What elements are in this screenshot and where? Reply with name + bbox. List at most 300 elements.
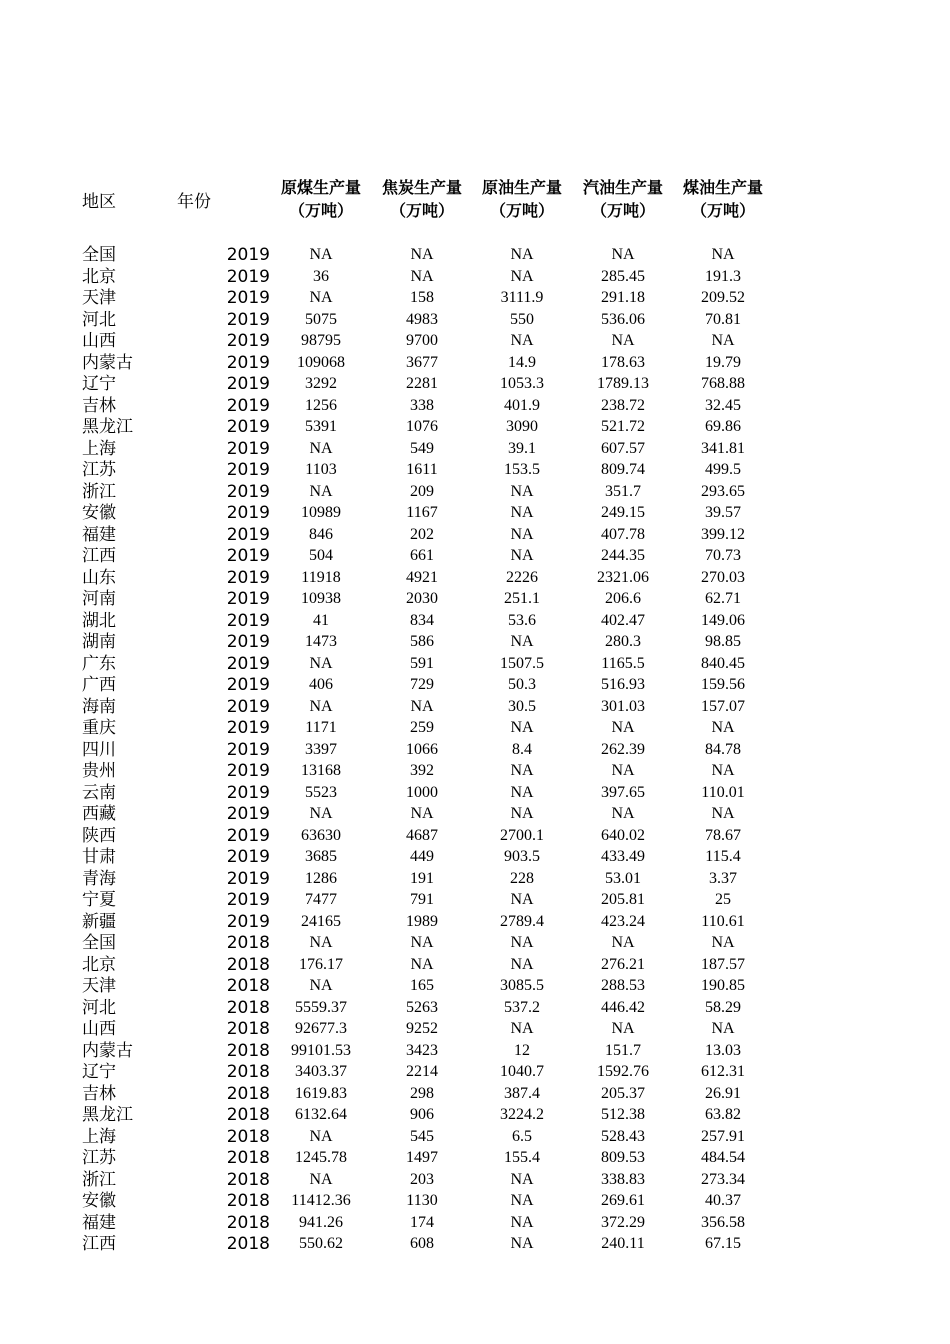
- cell-coke[interactable]: 1497: [406, 1149, 438, 1166]
- cell-coke[interactable]: 1989: [406, 912, 438, 930]
- cell-raw-coal[interactable]: 941.26: [299, 1213, 343, 1231]
- cell-region[interactable]: 上海: [82, 1126, 116, 1147]
- cell-coke[interactable]: 4921: [406, 568, 438, 586]
- cell-year[interactable]: 2019: [226, 524, 270, 545]
- cell-raw-coal[interactable]: 1256: [305, 396, 337, 414]
- cell-crude-oil[interactable]: 2700.1: [500, 826, 544, 844]
- cell-region[interactable]: 江西: [82, 1234, 116, 1254]
- cell-gasoline[interactable]: 1592.76: [597, 1063, 649, 1080]
- cell-kerosene[interactable]: 84.78: [705, 740, 741, 758]
- cell-crude-oil[interactable]: 3111.9: [500, 289, 544, 306]
- cell-raw-coal[interactable]: 36: [313, 267, 329, 285]
- cell-raw-coal[interactable]: 109068: [297, 353, 345, 371]
- cell-kerosene[interactable]: 78.67: [705, 826, 741, 844]
- cell-kerosene[interactable]: 484.54: [701, 1149, 745, 1166]
- cell-kerosene[interactable]: 157.07: [701, 697, 745, 715]
- cell-raw-coal[interactable]: 5075: [305, 310, 337, 328]
- cell-gasoline[interactable]: 516.93: [601, 676, 645, 693]
- cell-raw-coal[interactable]: NA: [309, 1127, 333, 1145]
- cell-gasoline[interactable]: 301.03: [601, 697, 645, 715]
- cell-coke[interactable]: 1076: [406, 418, 438, 435]
- cell-crude-oil[interactable]: NA: [510, 246, 534, 263]
- cell-year[interactable]: 2018: [226, 1169, 270, 1190]
- cell-gasoline[interactable]: 433.49: [601, 848, 645, 865]
- cell-raw-coal[interactable]: 5559.37: [295, 998, 347, 1016]
- cell-gasoline[interactable]: 244.35: [601, 547, 645, 564]
- cell-raw-coal[interactable]: NA: [309, 805, 333, 822]
- cell-gasoline[interactable]: 512.38: [601, 1106, 645, 1123]
- cell-year[interactable]: 2018: [226, 1212, 270, 1233]
- cell-year[interactable]: 2019: [226, 288, 270, 308]
- cell-region[interactable]: 广西: [82, 675, 116, 695]
- cell-coke[interactable]: 174: [410, 1213, 434, 1231]
- cell-crude-oil[interactable]: NA: [510, 934, 534, 951]
- cell-gasoline[interactable]: NA: [611, 719, 635, 736]
- cell-coke[interactable]: 661: [410, 547, 434, 564]
- cell-year[interactable]: 2018: [226, 1040, 270, 1061]
- cell-year[interactable]: 2018: [226, 933, 270, 953]
- cell-kerosene[interactable]: 187.57: [701, 955, 745, 973]
- cell-year[interactable]: 2019: [226, 782, 270, 803]
- cell-kerosene[interactable]: 840.45: [701, 654, 745, 672]
- cell-year[interactable]: 2019: [226, 739, 270, 760]
- cell-raw-coal[interactable]: 846: [309, 525, 333, 543]
- cell-kerosene[interactable]: 3.37: [709, 869, 737, 887]
- cell-coke[interactable]: 298: [410, 1084, 434, 1102]
- cell-raw-coal[interactable]: 13168: [301, 762, 341, 779]
- cell-crude-oil[interactable]: NA: [510, 719, 534, 736]
- cell-coke[interactable]: 4983: [406, 310, 438, 328]
- cell-coke[interactable]: 1130: [406, 1192, 438, 1209]
- cell-crude-oil[interactable]: NA: [510, 783, 534, 801]
- cell-raw-coal[interactable]: NA: [309, 977, 333, 994]
- cell-region[interactable]: 江苏: [82, 460, 116, 480]
- cell-kerosene[interactable]: 63.82: [705, 1106, 741, 1123]
- cell-crude-oil[interactable]: NA: [510, 1213, 534, 1231]
- cell-gasoline[interactable]: NA: [611, 332, 635, 349]
- cell-crude-oil[interactable]: NA: [510, 1020, 534, 1037]
- cell-region[interactable]: 四川: [82, 739, 116, 760]
- cell-year[interactable]: 2019: [226, 847, 270, 867]
- cell-kerosene[interactable]: 69.86: [705, 418, 741, 435]
- cell-raw-coal[interactable]: 10989: [301, 504, 341, 521]
- cell-crude-oil[interactable]: 251.1: [504, 590, 540, 607]
- cell-crude-oil[interactable]: 550: [510, 310, 534, 328]
- cell-gasoline[interactable]: 285.45: [601, 267, 645, 285]
- cell-gasoline[interactable]: 291.18: [601, 289, 645, 306]
- cell-region[interactable]: 全国: [82, 245, 116, 265]
- cell-raw-coal[interactable]: 99101.53: [291, 1041, 351, 1059]
- cell-kerosene[interactable]: 149.06: [701, 611, 745, 629]
- cell-gasoline[interactable]: 205.81: [601, 891, 645, 908]
- cell-kerosene[interactable]: 58.29: [705, 998, 741, 1016]
- cell-raw-coal[interactable]: 11918: [301, 568, 341, 586]
- cell-raw-coal[interactable]: 1286: [305, 869, 337, 887]
- cell-coke[interactable]: 2281: [406, 375, 438, 392]
- cell-crude-oil[interactable]: 387.4: [504, 1084, 540, 1102]
- cell-year[interactable]: 2019: [226, 481, 270, 502]
- cell-kerosene[interactable]: 25: [715, 891, 731, 908]
- cell-region[interactable]: 湖南: [82, 632, 116, 652]
- cell-coke[interactable]: 158: [410, 289, 434, 306]
- cell-crude-oil[interactable]: 1040.7: [500, 1063, 544, 1080]
- cell-coke[interactable]: 9252: [406, 1020, 438, 1037]
- cell-crude-oil[interactable]: 1507.5: [500, 654, 544, 672]
- cell-region[interactable]: 重庆: [82, 718, 116, 738]
- cell-region[interactable]: 新疆: [82, 911, 116, 932]
- cell-coke[interactable]: 5263: [406, 998, 438, 1016]
- cell-coke[interactable]: 191: [410, 869, 434, 887]
- cell-gasoline[interactable]: 402.47: [601, 611, 645, 629]
- cell-raw-coal[interactable]: 504: [309, 547, 333, 564]
- cell-gasoline[interactable]: 276.21: [601, 955, 645, 973]
- cell-year[interactable]: 2019: [226, 610, 270, 631]
- cell-year[interactable]: 2019: [226, 890, 270, 910]
- cell-gasoline[interactable]: 1165.5: [601, 654, 645, 672]
- cell-raw-coal[interactable]: 3292: [305, 375, 337, 392]
- cell-kerosene[interactable]: NA: [711, 934, 735, 951]
- cell-raw-coal[interactable]: 406: [309, 676, 333, 693]
- cell-raw-coal[interactable]: 11412.36: [291, 1192, 351, 1209]
- cell-year[interactable]: 2019: [226, 567, 270, 588]
- cell-year[interactable]: 2018: [226, 1148, 270, 1168]
- cell-kerosene[interactable]: 110.61: [701, 912, 745, 930]
- cell-region[interactable]: 天津: [82, 288, 116, 308]
- cell-coke[interactable]: 1167: [406, 504, 438, 521]
- cell-raw-coal[interactable]: 1619.83: [295, 1084, 347, 1102]
- cell-crude-oil[interactable]: 50.3: [508, 676, 536, 693]
- cell-coke[interactable]: 1066: [406, 740, 438, 758]
- cell-kerosene[interactable]: 341.81: [701, 439, 745, 457]
- cell-kerosene[interactable]: 399.12: [701, 525, 745, 543]
- cell-region[interactable]: 河南: [82, 589, 116, 609]
- cell-gasoline[interactable]: 280.3: [605, 633, 641, 650]
- cell-raw-coal[interactable]: 1245.78: [295, 1149, 347, 1166]
- cell-gasoline[interactable]: 607.57: [601, 439, 645, 457]
- cell-raw-coal[interactable]: 10938: [301, 590, 341, 607]
- cell-coke[interactable]: NA: [410, 805, 434, 822]
- cell-gasoline[interactable]: NA: [611, 1020, 635, 1037]
- cell-kerosene[interactable]: 110.01: [701, 783, 745, 801]
- cell-gasoline[interactable]: NA: [611, 934, 635, 951]
- cell-coke[interactable]: NA: [410, 697, 434, 715]
- cell-year[interactable]: 2019: [226, 718, 270, 738]
- cell-gasoline[interactable]: 407.78: [601, 525, 645, 543]
- cell-kerosene[interactable]: 191.3: [705, 267, 741, 285]
- cell-raw-coal[interactable]: 1171: [305, 719, 337, 736]
- cell-gasoline[interactable]: 536.06: [601, 310, 645, 328]
- cell-kerosene[interactable]: 273.34: [701, 1170, 745, 1188]
- cell-year[interactable]: 2019: [226, 804, 270, 824]
- cell-kerosene[interactable]: 32.45: [705, 396, 741, 414]
- cell-crude-oil[interactable]: 2789.4: [500, 912, 544, 930]
- cell-crude-oil[interactable]: 537.2: [504, 998, 540, 1016]
- cell-region[interactable]: 安徽: [82, 503, 116, 523]
- cell-year[interactable]: 2019: [226, 696, 270, 717]
- cell-kerosene[interactable]: 270.03: [701, 568, 745, 586]
- cell-gasoline[interactable]: 1789.13: [597, 375, 649, 392]
- cell-gasoline[interactable]: 238.72: [601, 396, 645, 414]
- cell-crude-oil[interactable]: NA: [510, 332, 534, 349]
- cell-region[interactable]: 贵州: [82, 761, 116, 781]
- cell-region[interactable]: 云南: [82, 782, 116, 803]
- cell-region[interactable]: 全国: [82, 933, 116, 953]
- cell-raw-coal[interactable]: 5391: [305, 418, 337, 435]
- cell-region[interactable]: 浙江: [82, 1169, 116, 1190]
- cell-kerosene[interactable]: NA: [711, 762, 735, 779]
- cell-coke[interactable]: 9700: [406, 332, 438, 349]
- cell-coke[interactable]: NA: [410, 955, 434, 973]
- cell-year[interactable]: 2018: [226, 997, 270, 1018]
- cell-coke[interactable]: 259: [410, 719, 434, 736]
- cell-region[interactable]: 福建: [82, 1212, 116, 1233]
- cell-year[interactable]: 2019: [226, 632, 270, 652]
- cell-region[interactable]: 浙江: [82, 481, 116, 502]
- cell-crude-oil[interactable]: 3090: [506, 418, 538, 435]
- cell-gasoline[interactable]: 809.74: [601, 461, 645, 478]
- cell-crude-oil[interactable]: 401.9: [504, 396, 540, 414]
- cell-year[interactable]: 2019: [226, 438, 270, 459]
- cell-raw-coal[interactable]: 3403.37: [295, 1063, 347, 1080]
- cell-gasoline[interactable]: 528.43: [601, 1127, 645, 1145]
- cell-coke[interactable]: 3677: [406, 353, 438, 371]
- cell-kerosene[interactable]: NA: [711, 246, 735, 263]
- cell-coke[interactable]: 2030: [406, 590, 438, 607]
- cell-region[interactable]: 吉林: [82, 395, 116, 416]
- cell-crude-oil[interactable]: NA: [510, 805, 534, 822]
- cell-year[interactable]: 2019: [226, 911, 270, 932]
- cell-year[interactable]: 2019: [226, 266, 270, 287]
- cell-raw-coal[interactable]: 1473: [305, 633, 337, 650]
- cell-gasoline[interactable]: 178.63: [601, 353, 645, 371]
- cell-year[interactable]: 2019: [226, 761, 270, 781]
- cell-year[interactable]: 2018: [226, 954, 270, 975]
- cell-raw-coal[interactable]: 550.62: [299, 1235, 343, 1252]
- cell-raw-coal[interactable]: 5523: [305, 783, 337, 801]
- cell-gasoline[interactable]: 262.39: [601, 740, 645, 758]
- cell-crude-oil[interactable]: 30.5: [508, 697, 536, 715]
- cell-crude-oil[interactable]: 153.5: [504, 461, 540, 478]
- cell-gasoline[interactable]: 53.01: [605, 869, 641, 887]
- cell-year[interactable]: 2019: [226, 825, 270, 846]
- cell-region[interactable]: 江苏: [82, 1148, 116, 1168]
- cell-gasoline[interactable]: 372.29: [601, 1213, 645, 1231]
- cell-region[interactable]: 河北: [82, 997, 116, 1018]
- header-crude-oil[interactable]: [472, 176, 572, 222]
- cell-gasoline[interactable]: 151.7: [605, 1041, 641, 1059]
- cell-kerosene[interactable]: 98.85: [705, 633, 741, 650]
- cell-crude-oil[interactable]: NA: [510, 762, 534, 779]
- cell-region[interactable]: 上海: [82, 438, 116, 459]
- cell-year[interactable]: 2019: [226, 245, 270, 265]
- cell-crude-oil[interactable]: NA: [510, 525, 534, 543]
- cell-raw-coal[interactable]: 7477: [305, 891, 337, 908]
- cell-coke[interactable]: 338: [410, 396, 434, 414]
- cell-gasoline[interactable]: 240.11: [601, 1235, 645, 1252]
- cell-year[interactable]: 2018: [226, 1019, 270, 1039]
- cell-crude-oil[interactable]: NA: [510, 1170, 534, 1188]
- cell-coke[interactable]: NA: [410, 246, 434, 263]
- cell-raw-coal[interactable]: NA: [309, 1170, 333, 1188]
- cell-kerosene[interactable]: 70.73: [705, 547, 741, 564]
- cell-crude-oil[interactable]: 8.4: [512, 740, 532, 758]
- cell-region[interactable]: 江西: [82, 546, 116, 566]
- cell-gasoline[interactable]: 249.15: [601, 504, 645, 521]
- cell-gasoline[interactable]: 206.6: [605, 590, 641, 607]
- cell-gasoline[interactable]: NA: [611, 246, 635, 263]
- cell-coke[interactable]: 165: [410, 977, 434, 994]
- cell-year[interactable]: 2019: [226, 417, 270, 437]
- cell-coke[interactable]: 906: [410, 1106, 434, 1123]
- cell-region[interactable]: 河北: [82, 309, 116, 330]
- cell-crude-oil[interactable]: 39.1: [508, 439, 536, 457]
- cell-kerosene[interactable]: 26.91: [705, 1084, 741, 1102]
- cell-year[interactable]: 2018: [226, 1234, 270, 1254]
- cell-raw-coal[interactable]: 24165: [301, 912, 341, 930]
- cell-region[interactable]: 青海: [82, 868, 116, 889]
- cell-coke[interactable]: 586: [410, 633, 434, 650]
- cell-coke[interactable]: 2214: [406, 1063, 438, 1080]
- cell-crude-oil[interactable]: NA: [510, 891, 534, 908]
- cell-coke[interactable]: 449: [410, 848, 434, 865]
- cell-coke[interactable]: 1000: [406, 783, 438, 801]
- cell-year[interactable]: 2018: [226, 1105, 270, 1125]
- cell-kerosene[interactable]: NA: [711, 1020, 735, 1037]
- cell-gasoline[interactable]: 446.42: [601, 998, 645, 1016]
- cell-crude-oil[interactable]: 3224.2: [500, 1106, 544, 1123]
- cell-kerosene[interactable]: 499.5: [705, 461, 741, 478]
- cell-region[interactable]: 黑龙江: [82, 1105, 133, 1125]
- cell-crude-oil[interactable]: NA: [510, 267, 534, 285]
- cell-region[interactable]: 陕西: [82, 825, 116, 846]
- header-raw-coal[interactable]: [271, 176, 371, 222]
- cell-crude-oil[interactable]: 228: [510, 869, 534, 887]
- cell-year[interactable]: 2019: [226, 352, 270, 373]
- cell-coke[interactable]: 202: [410, 525, 434, 543]
- cell-coke[interactable]: 392: [410, 762, 434, 779]
- cell-kerosene[interactable]: 13.03: [705, 1041, 741, 1059]
- cell-crude-oil[interactable]: 3085.5: [500, 977, 544, 994]
- cell-region[interactable]: 甘肃: [82, 847, 116, 867]
- cell-coke[interactable]: 591: [410, 654, 434, 672]
- header-kerosene[interactable]: [673, 176, 773, 222]
- cell-year[interactable]: 2018: [226, 976, 270, 996]
- header-coke[interactable]: [372, 176, 472, 222]
- cell-gasoline[interactable]: 809.53: [601, 1149, 645, 1166]
- cell-region[interactable]: 宁夏: [82, 890, 116, 910]
- cell-coke[interactable]: 3423: [406, 1041, 438, 1059]
- cell-coke[interactable]: 1611: [406, 461, 438, 478]
- cell-region[interactable]: 山西: [82, 1019, 116, 1039]
- cell-coke[interactable]: 209: [410, 482, 434, 500]
- cell-region[interactable]: 安徽: [82, 1191, 116, 1211]
- header-region[interactable]: 地区: [82, 192, 116, 212]
- cell-year[interactable]: 2019: [226, 309, 270, 330]
- cell-raw-coal[interactable]: 41: [313, 611, 329, 629]
- cell-year[interactable]: 2019: [226, 395, 270, 416]
- cell-raw-coal[interactable]: NA: [309, 697, 333, 715]
- cell-crude-oil[interactable]: 12: [514, 1041, 530, 1059]
- cell-year[interactable]: 2019: [226, 546, 270, 566]
- cell-crude-oil[interactable]: 1053.3: [500, 375, 544, 392]
- cell-raw-coal[interactable]: NA: [309, 246, 333, 263]
- cell-raw-coal[interactable]: 98795: [301, 332, 341, 349]
- cell-gasoline[interactable]: 2321.06: [597, 568, 649, 586]
- cell-crude-oil[interactable]: NA: [510, 633, 534, 650]
- cell-kerosene[interactable]: 209.52: [701, 289, 745, 306]
- cell-raw-coal[interactable]: 3685: [305, 848, 337, 865]
- cell-year[interactable]: 2019: [226, 331, 270, 351]
- cell-coke[interactable]: 4687: [406, 826, 438, 844]
- cell-region[interactable]: 辽宁: [82, 374, 116, 394]
- cell-kerosene[interactable]: 768.88: [701, 375, 745, 392]
- cell-kerosene[interactable]: 293.65: [701, 482, 745, 500]
- cell-kerosene[interactable]: 356.58: [701, 1213, 745, 1231]
- cell-region[interactable]: 山西: [82, 331, 116, 351]
- cell-raw-coal[interactable]: 1103: [305, 461, 337, 478]
- cell-gasoline[interactable]: 338.83: [601, 1170, 645, 1188]
- cell-crude-oil[interactable]: NA: [510, 482, 534, 500]
- cell-coke[interactable]: 549: [410, 439, 434, 457]
- cell-raw-coal[interactable]: 176.17: [299, 955, 343, 973]
- cell-gasoline[interactable]: 205.37: [601, 1084, 645, 1102]
- cell-year[interactable]: 2019: [226, 460, 270, 480]
- cell-region[interactable]: 内蒙古: [82, 1040, 133, 1061]
- cell-crude-oil[interactable]: NA: [510, 504, 534, 521]
- cell-raw-coal[interactable]: NA: [309, 654, 333, 672]
- cell-raw-coal[interactable]: NA: [309, 289, 333, 306]
- cell-year[interactable]: 2019: [226, 589, 270, 609]
- cell-kerosene[interactable]: 612.31: [701, 1063, 745, 1080]
- cell-region[interactable]: 广东: [82, 653, 116, 674]
- cell-region[interactable]: 湖北: [82, 610, 116, 631]
- cell-coke[interactable]: NA: [410, 934, 434, 951]
- cell-region[interactable]: 北京: [82, 954, 116, 975]
- cell-year[interactable]: 2018: [226, 1062, 270, 1082]
- cell-crude-oil[interactable]: 53.6: [508, 611, 536, 629]
- cell-raw-coal[interactable]: 92677.3: [295, 1020, 347, 1037]
- cell-gasoline[interactable]: 269.61: [601, 1192, 645, 1209]
- cell-raw-coal[interactable]: NA: [309, 482, 333, 500]
- cell-gasoline[interactable]: 351.7: [605, 482, 641, 500]
- cell-year[interactable]: 2019: [226, 868, 270, 889]
- cell-crude-oil[interactable]: 2226: [506, 568, 538, 586]
- cell-gasoline[interactable]: 640.02: [601, 826, 645, 844]
- cell-kerosene[interactable]: NA: [711, 805, 735, 822]
- cell-region[interactable]: 内蒙古: [82, 352, 133, 373]
- cell-region[interactable]: 山东: [82, 567, 116, 588]
- cell-gasoline[interactable]: NA: [611, 805, 635, 822]
- header-gasoline[interactable]: [573, 176, 673, 222]
- cell-region[interactable]: 黑龙江: [82, 417, 133, 437]
- cell-crude-oil[interactable]: 14.9: [508, 353, 536, 371]
- cell-coke[interactable]: 203: [410, 1170, 434, 1188]
- cell-kerosene[interactable]: 257.91: [701, 1127, 745, 1145]
- cell-kerosene[interactable]: NA: [711, 719, 735, 736]
- cell-kerosene[interactable]: 39.57: [705, 504, 741, 521]
- cell-crude-oil[interactable]: NA: [510, 1235, 534, 1252]
- cell-gasoline[interactable]: 521.72: [601, 418, 645, 435]
- cell-crude-oil[interactable]: 155.4: [504, 1149, 540, 1166]
- cell-kerosene[interactable]: 190.85: [701, 977, 745, 994]
- cell-raw-coal[interactable]: 63630: [301, 826, 341, 844]
- cell-crude-oil[interactable]: NA: [510, 547, 534, 564]
- cell-crude-oil[interactable]: NA: [510, 1192, 534, 1209]
- cell-region[interactable]: 吉林: [82, 1083, 116, 1104]
- cell-kerosene[interactable]: 67.15: [705, 1235, 741, 1252]
- cell-gasoline[interactable]: 423.24: [601, 912, 645, 930]
- header-year[interactable]: 年份: [177, 192, 211, 212]
